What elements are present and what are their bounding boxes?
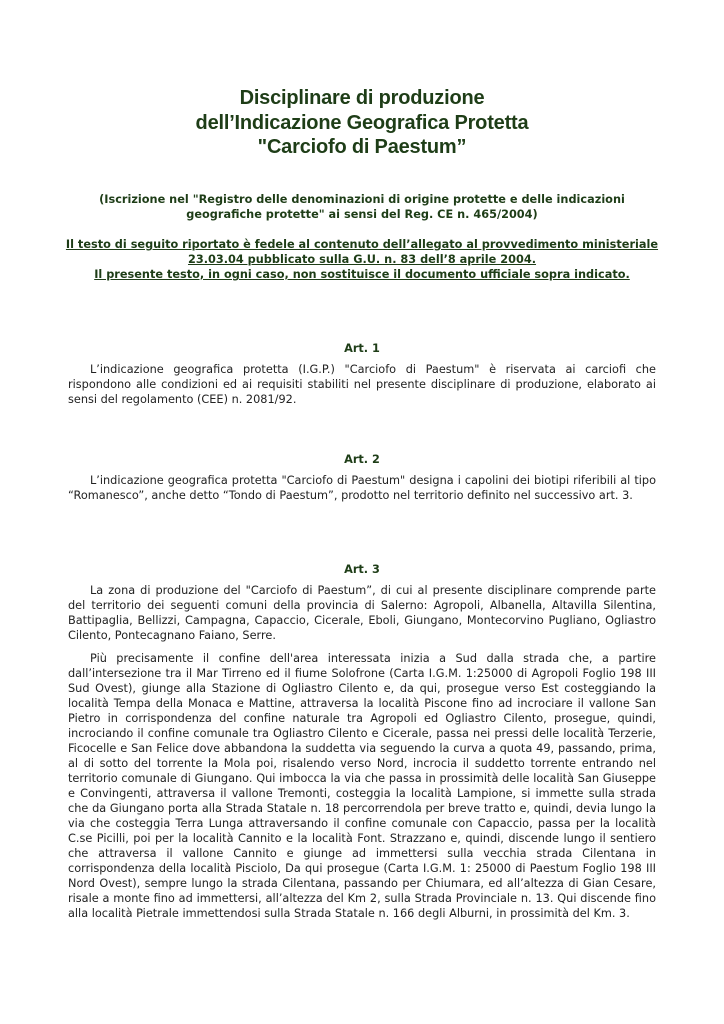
title-line-1: Disciplinare di produzione bbox=[239, 87, 485, 109]
article-2-paragraph: L’indicazione geografica protetta "Carciofo di Paestum" designa i capolini dei biotipi riferibili al tipo “Romanesco”, anche detto “Tondo di Paestum”, prodotto nel territorio definito nel successivo art. 3. bbox=[68, 474, 656, 502]
article-3-paragraph-1: La zona di produzione del "Carciofo di Paestum”, di cui al presente disciplinare comprende parte del territorio dei seguenti comuni della provincia di Salerno: Agropoli, Albanella, Altavilla Silentina, Battipaglia, Bellizzi, Campagna, Capaccio, Cicerale, Eboli, Giungano, Montecorvino Pugliano, Ogliastro Cilento, Pontecagnano Faiano, Serre. bbox=[68, 584, 656, 642]
article-2-heading: Art. 2 bbox=[344, 453, 380, 466]
document-title bbox=[40, 86, 684, 160]
article-1-heading: Art. 1 bbox=[344, 342, 380, 355]
article-1-paragraph: L’indicazione geografica protetta (I.G.P.) "Carciofo di Paestum" è riservata ai carciofi che rispondono alle condizioni ed ai requisiti stabiliti nel presente disciplinare di produzione, elaborato ai sensi del regolamento (CEE) n. 2081/92. bbox=[68, 363, 656, 406]
notice-line-3: Il presente testo, in ogni caso, non sostituisce il documento ufficiale sopra indicato. bbox=[94, 268, 630, 281]
notice-line-1: Il testo di seguito riportato è fedele al contenuto dell’allegato al provvedimento ministeriale bbox=[65, 238, 659, 251]
title-line-3: "Carciofo di Paestum” bbox=[257, 136, 467, 158]
legal-notice bbox=[60, 237, 664, 282]
article-3-heading: Art. 3 bbox=[344, 563, 380, 576]
article-3-paragraph-2: Più precisamente il confine dell'area interessata inizia a Sud dalla strada che, a partire dall’intersezione tra il Mar Tirreno ed il fiume Solofrone (Carta I.G.M. 1:25000 di Agropoli Foglio 198 III Sud Ovest), giunge alla Stazione di Ogliastro Cilento e, da qui, prosegue verso Est costeggiando la località Tempa della Monaca e Mattine, attraversa la località Piscone fino ad incrociare il vallone San Pietro in corrispondenza del confine naturale tra Agropoli ed Ogliastro Cilento, prosegue, quindi, incrociando il confine comunale tra Ogliastro Cilento e Cicerale, passa nei pressi delle località Terzerie, Ficocelle e San Felice dove abbandona la suddetta via seguendo la curva a quota 49, passando, prima, al di sotto del torrente la Mola poi, risalendo verso Nord, incrocia il suddetto torrente entrando nel territorio comunale di Giungano. Qui imbocca la via che passa in prossimità delle località San Giuseppe e Convingenti, attraversa il vallone Tremonti, costeggia la località Lampione, si immette sulla strada che da Giungano porta alla Strada Statale n. 18 percorrendola per breve tratto e, quindi, devia lungo la via che costeggia Terra Lunga attraversando il confine comunale con Capaccio, passa per la località C.se Picilli, poi per la località Cannito e la località Font. Strazzano e, quindi, discende lungo il sentiero che attraversa il vallone Cannito e giunge ad immettersi sulla vecchia strada Cilentana in corrispondenza della località Pisciolo, Da qui prosegue (Carta I.G.M. 1: 25000 di Paestum Foglio 198 III Nord Ovest), sempre lungo la strada Cilentana, passando per Chiumara, ed all’altezza di Gian Cesare, risale a monte fino ad immettersi, all’altezza del Km 2, sulla Strada Provinciale n. 13. Qui discende fino alla località Pietrale immettendosi sulla Strada Statale n. 166 degli Alburni, in prossimità del Km. 3. bbox=[68, 652, 656, 920]
title-line-2: dell’Indicazione Geografica Protetta bbox=[195, 111, 529, 134]
registration-note: (Iscrizione nel "Registro delle denominazioni di origine protette e delle indicazioni geografiche protette" ai sensi del Reg. CE n. 465/2004) bbox=[99, 193, 625, 221]
notice-line-2: 23.03.04 pubblicato sulla G.U. n. 83 dell’8 aprile 2004. bbox=[187, 253, 537, 266]
